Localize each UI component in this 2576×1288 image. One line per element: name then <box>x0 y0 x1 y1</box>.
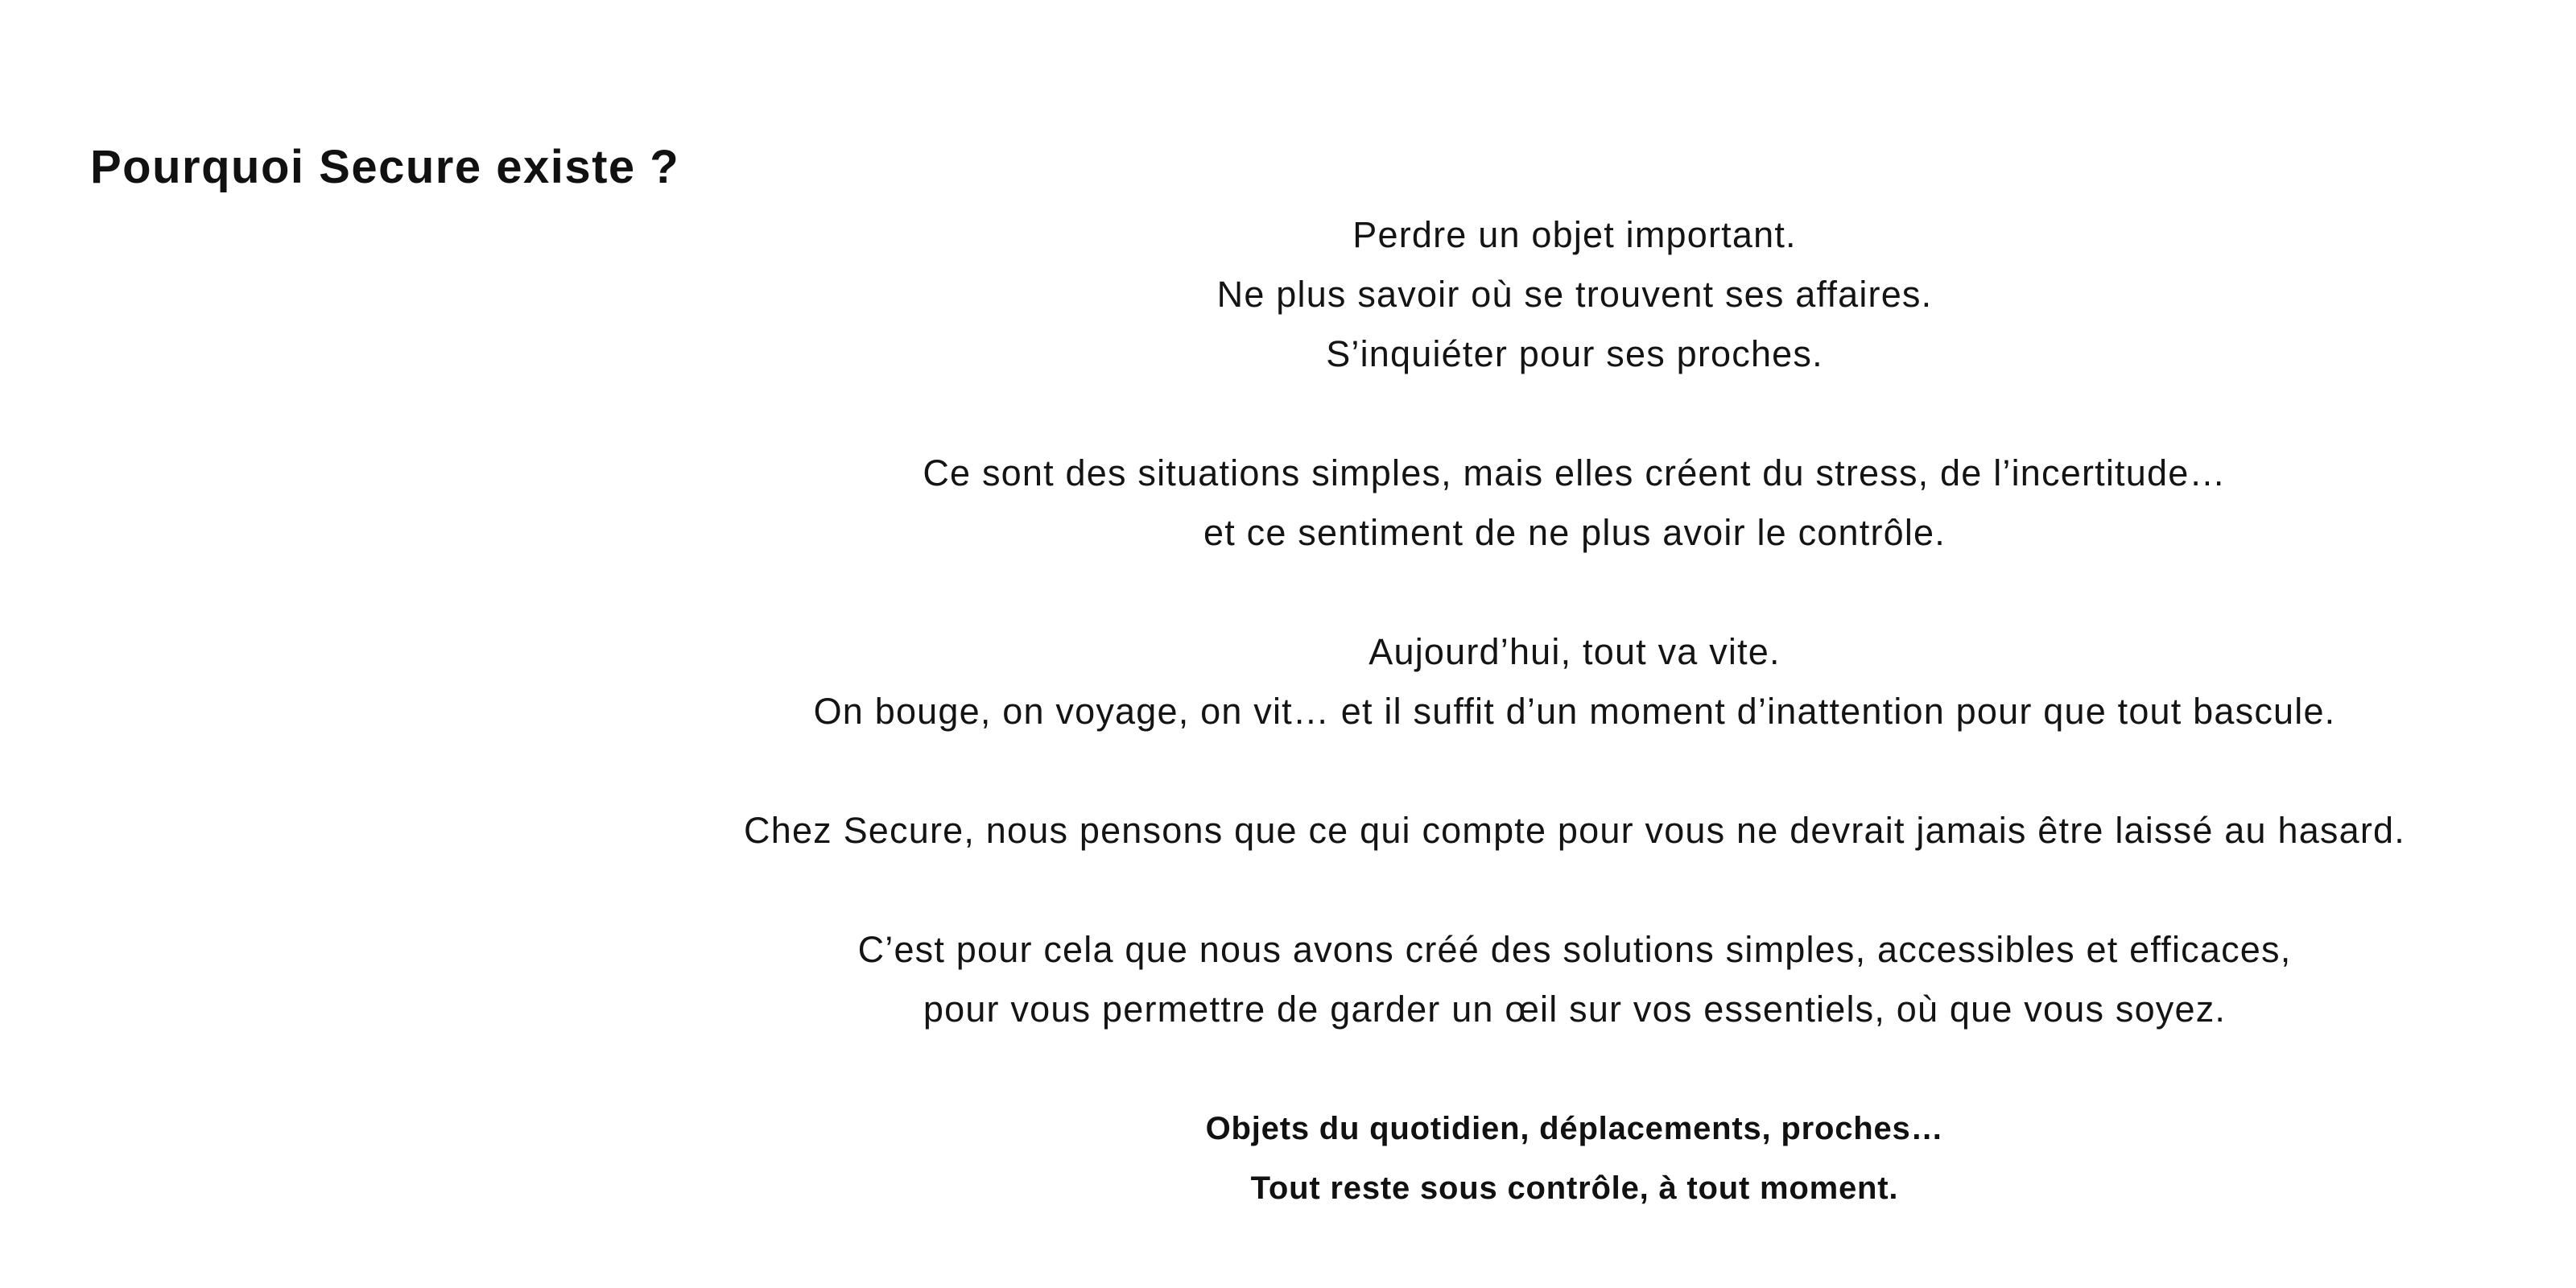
text-line: pour vous permettre de garder un œil sur vos essentiels, où que vous soyez. <box>923 989 2227 1030</box>
text-line: Aujourd’hui, tout va vite. <box>1368 631 1781 672</box>
paragraph-belief <box>573 801 2576 861</box>
text-line: On bouge, on voyage, on vit… et il suffit d’un moment d’inattention pour que tout bascule. <box>813 691 2336 732</box>
text-line: Ce sont des situations simples, mais elles créent du stress, de l’incertitude… <box>923 452 2227 493</box>
paragraph-solutions <box>573 920 2576 1039</box>
page-title: Pourquoi Secure existe ? <box>90 141 680 193</box>
paragraph-life-moves-fast <box>573 622 2576 741</box>
text-line: Perdre un objet important. <box>1352 214 1797 255</box>
text-line: et ce sentiment de ne plus avoir le contrôle. <box>1203 512 1946 553</box>
text-line: Tout reste sous contrôle, à tout moment. <box>1250 1170 1899 1206</box>
paragraph-pain-points <box>573 205 2576 384</box>
text-line: C’est pour cela que nous avons créé des solutions simples, accessibles et efficaces, <box>857 929 2292 970</box>
text-line: Chez Secure, nous pensons que ce qui compte pour vous ne devrait jamais être laissé au hasard. <box>744 810 2405 851</box>
text-line: S’inquiéter pour ses proches. <box>1326 333 1823 374</box>
paragraph-stress <box>573 444 2576 563</box>
paragraph-tagline <box>573 1099 2576 1218</box>
intro-text-column <box>573 205 2576 1218</box>
text-line: Ne plus savoir où se trouvent ses affaires. <box>1216 274 1933 315</box>
text-line: Objets du quotidien, déplacements, proches… <box>1205 1111 1944 1146</box>
